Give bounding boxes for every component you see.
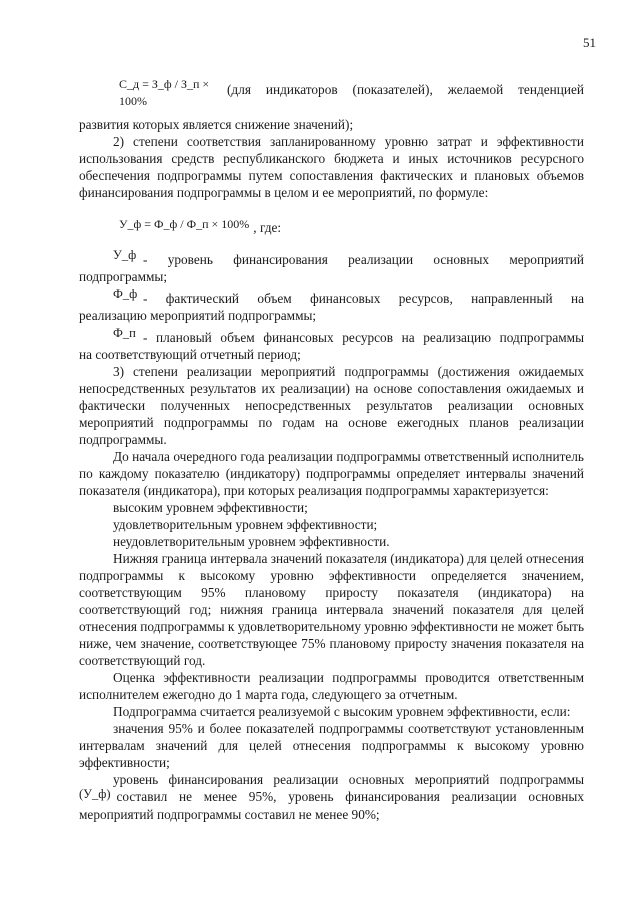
- symbol-ff: Ф_ф: [113, 287, 138, 301]
- symbol-uf: У_ф: [113, 248, 137, 262]
- definition-ff-cont: реализацию мероприятий подпрограммы;: [79, 308, 317, 323]
- symbol-uf-inline: (У_ф): [79, 787, 111, 801]
- formula-uf-where: , где:: [253, 220, 282, 235]
- paragraph-9-line3: мероприятий подпрограммы составил не менее 90%;: [79, 807, 380, 822]
- formula-cd: С_д = З_ф / З_п × 100%: [119, 77, 210, 108]
- formula-uf: У_ф = Ф_ф / Ф_п × 100%: [119, 217, 250, 231]
- paragraph-9-line2-text: составил не менее 95%, уровень финансирования реализации основных: [116, 789, 584, 804]
- definition-fp: [79, 326, 584, 346]
- formula-uf-line: [79, 215, 584, 233]
- level-unsatisfactory: неудовлетворительным уровнем эффективности.: [113, 534, 390, 549]
- definition-ff-text: - фактический объем финансовых ресурсов, направленный на: [143, 291, 584, 306]
- paragraph-7: Подпрограмма считается реализуемой с высоким уровнем эффективности, если:: [113, 704, 571, 719]
- paragraph-6: Оценка эффективности реализации подпрограммы проводится ответственным исполнителем ежегодно до 1 марта года, следующего за отчетным.: [79, 670, 584, 702]
- formula-cd-line: [79, 77, 584, 116]
- definition-uf-text: - уровень финансирования реализации основных мероприятий: [143, 252, 584, 267]
- paragraph-3: 3) степени реализации мероприятий подпрограммы (достижения ожидаемых непосредственных результатов их реализации) на основе сопоставления ожидаемых и фактически полученных непосредственных результатов реализации основных мероприятий подпрограммы по годам на основе ежегодных планов реализации подпрограммы.: [79, 364, 584, 447]
- definition-fp-text: - плановый объем финансовых ресурсов на реализацию подпрограммы: [143, 330, 584, 345]
- symbol-fp: Ф_п: [113, 326, 136, 340]
- formula-cd-note: (для индикаторов (показателей), желаемой тенденцией: [227, 82, 584, 97]
- definition-uf-cont: подпрограммы;: [79, 269, 168, 284]
- definition-fp-cont: на соответствующий отчетный период;: [79, 347, 301, 362]
- paragraph-5: Нижняя граница интервала значений показателя (индикатора) для целей отнесения подпрограммы к высокому уровню эффективности определяется значением, соответствующим 95% плановому приросту показателя (индикатора) на соответствующий год; нижняя граница интервала значений показателя для целей отнесения подпрограммы к удовлетворительному уровню эффективности не может быть ниже, чем значение, соответствующее 75% плановому приросту значения показателя на соответствующий год.: [79, 551, 585, 668]
- page-body: [79, 77, 585, 823]
- paragraph-4: До начала очередного года реализации подпрограммы ответственный исполнитель по каждому показателю (индикатору) подпрограммы определяет интервалы значений показателя (индикатора), при которых реализация подпрограммы характеризуется:: [79, 449, 584, 498]
- paragraph-2: 2) степени соответствия запланированному уровню затрат и эффективности использования средств республиканского бюджета и иных источников ресурсного обеспечения подпрограммы путем сопоставления фактических и плановых объемов финансирования подпрограммы в целом и ее мероприятий, по формуле:: [79, 134, 584, 200]
- definition-uf: [79, 248, 584, 268]
- definition-ff: [79, 287, 584, 307]
- formula-cd-note-cont: развития которых является снижение значений);: [79, 117, 354, 132]
- page-number: 51: [583, 35, 596, 50]
- paragraph-8: значения 95% и более показателей подпрограммы соответствуют установленным интервалам значений для целей отнесения подпрограммы к высокому уровню эффективности;: [79, 721, 584, 770]
- paragraph-9-line2: [79, 788, 584, 806]
- paragraph-9-line1: уровень финансирования реализации основных мероприятий подпрограммы: [113, 772, 584, 787]
- level-high: высоким уровнем эффективности;: [113, 500, 308, 515]
- level-satisfactory: удовлетворительным уровнем эффективности;: [113, 517, 378, 532]
